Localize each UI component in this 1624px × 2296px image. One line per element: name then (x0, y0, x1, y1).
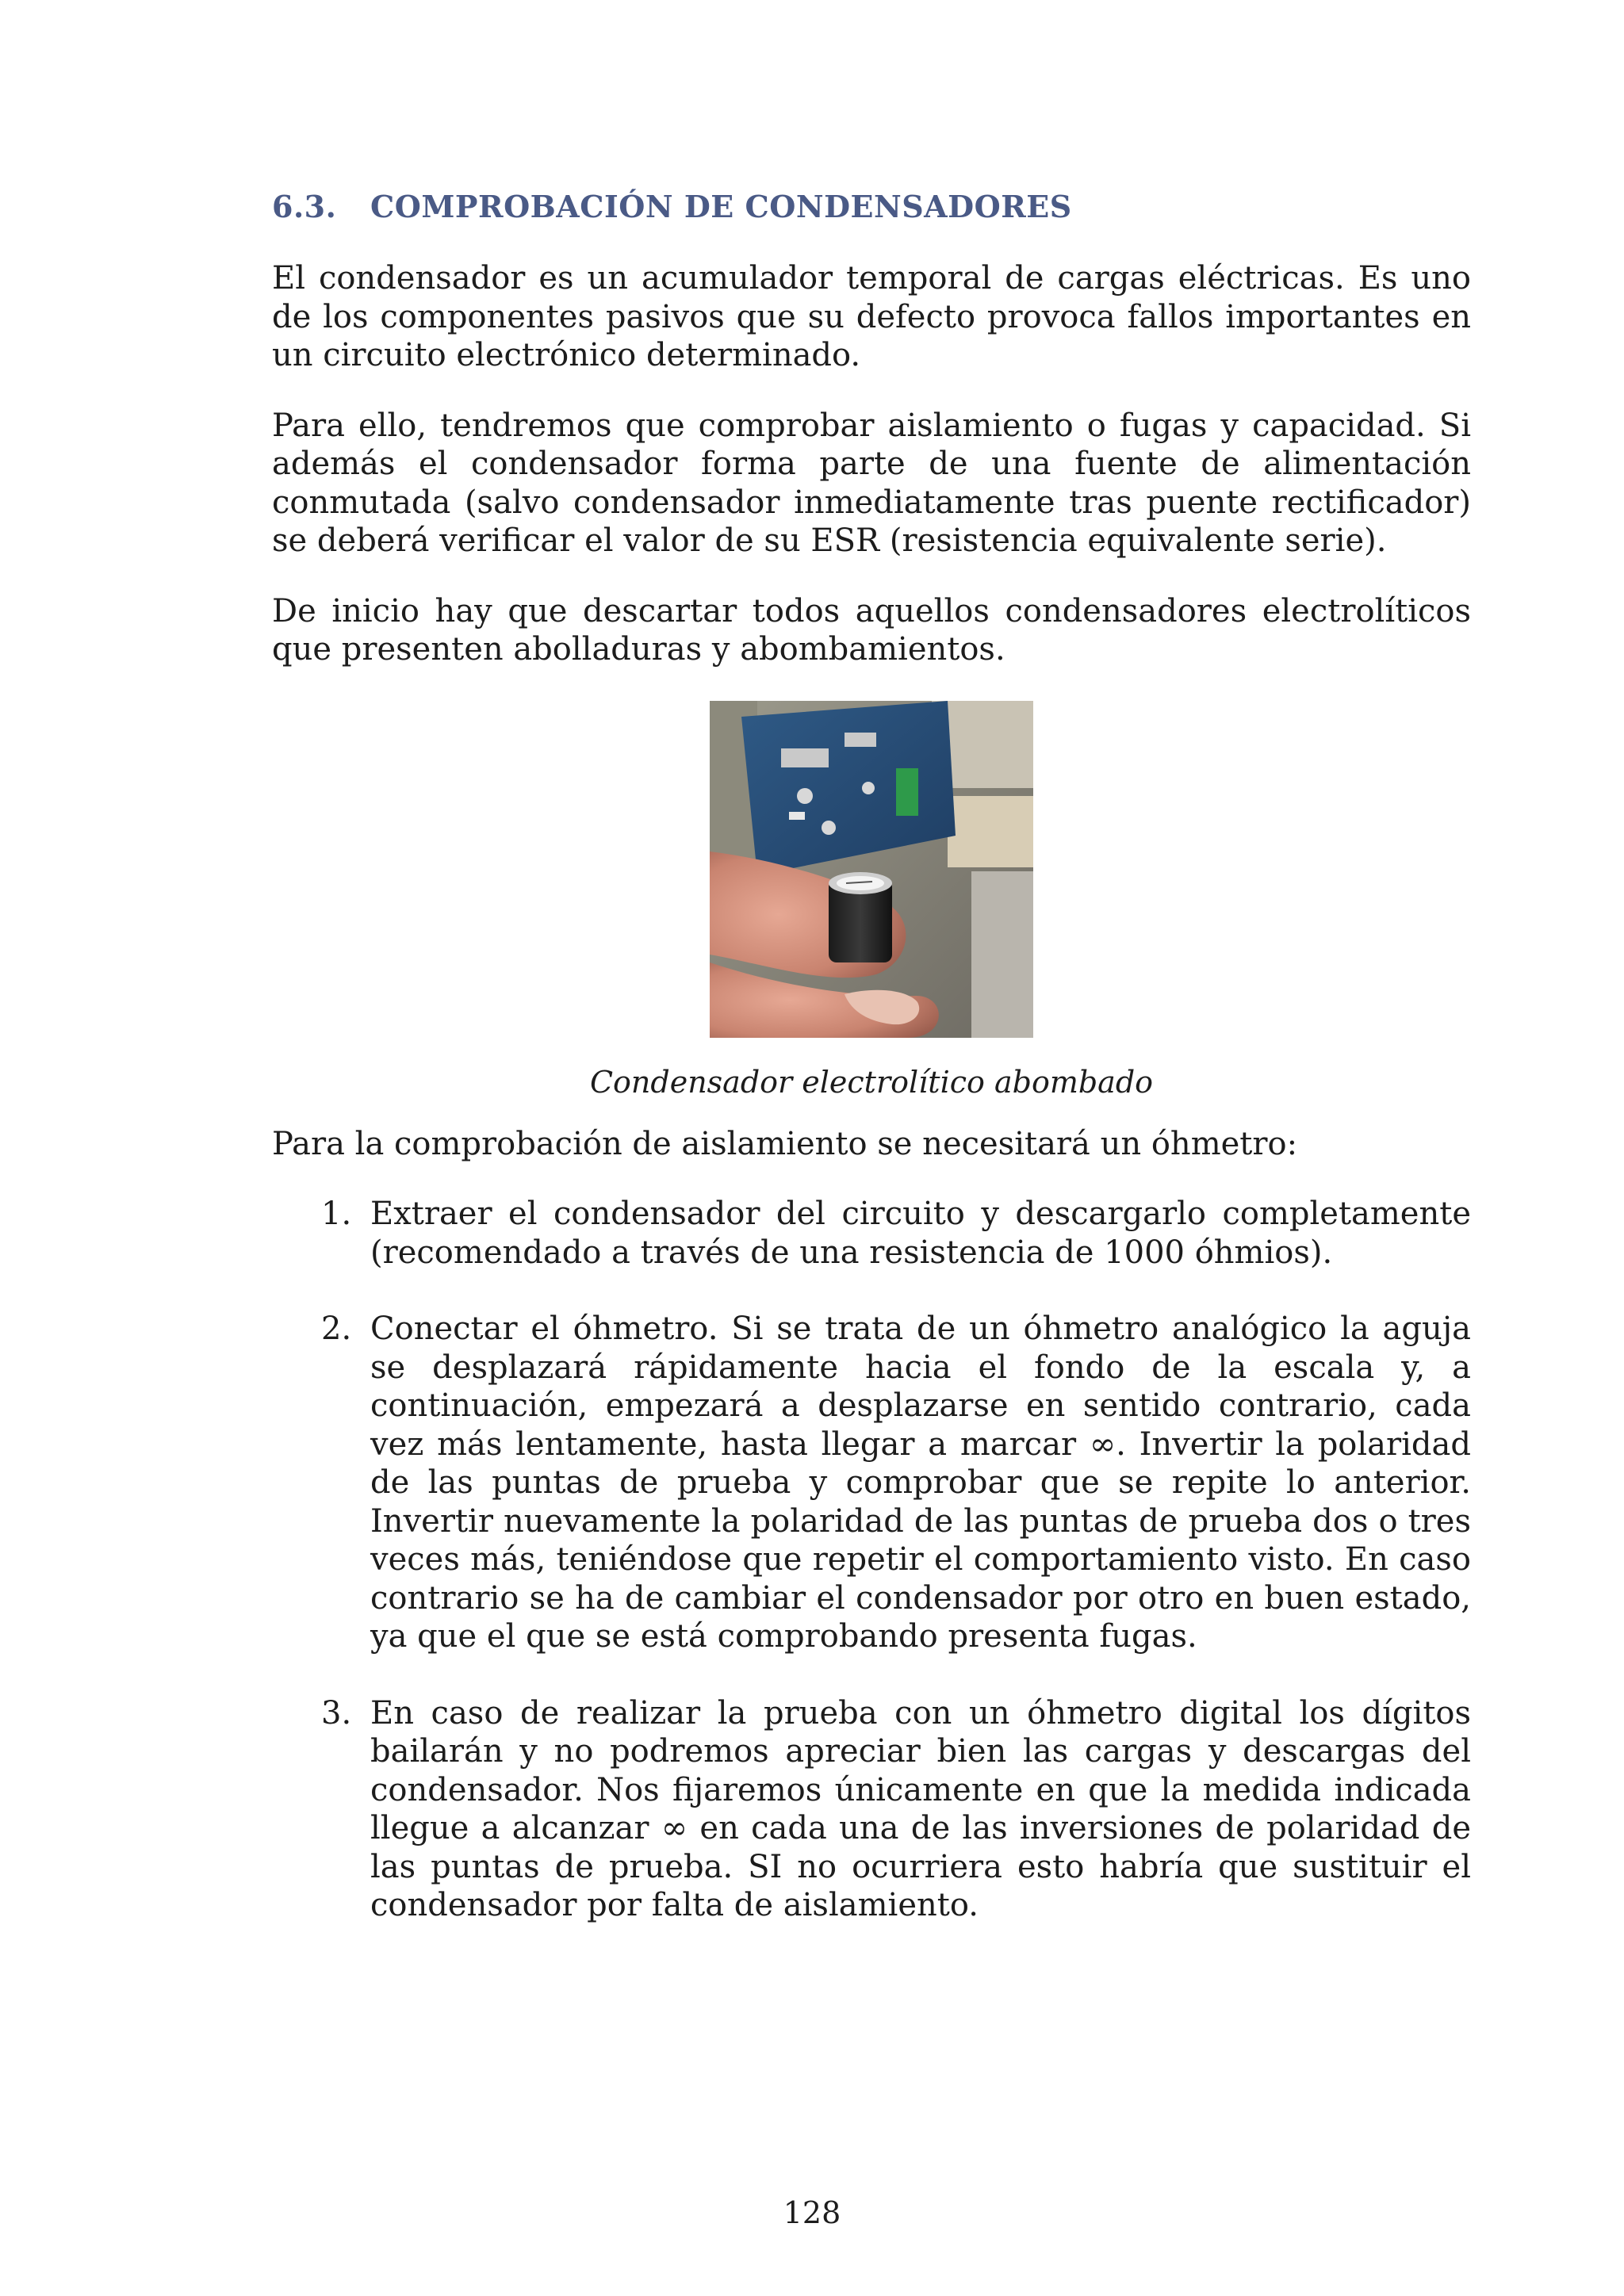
step-number: 3. (321, 1694, 352, 1732)
figure-caption: Condensador electrolítico abombado (589, 1064, 1154, 1100)
paragraph-ohmmeter: Para la comprobación de aislamiento se necesitará un óhmetro: (272, 1125, 1298, 1162)
step-item (272, 1694, 1471, 1925)
figure (272, 701, 1471, 1101)
step-number: 1. (321, 1196, 352, 1232)
step-text: Conectar el óhmetro. Si se trata de un óhmetro analógico la aguja se desplazará rápidamente hacia el fondo de la escala y, a continuación, empezará a desplazarse en sentido contrario, cada vez más lentamente, hasta llegar a marcar ∞. Invertir la polaridad de las puntas de prueba y comprobar que se repite lo anterior. Invertir nuevamente la polaridad de las puntas de prueba dos o tres veces más, teniéndose que repetir el comportamiento visto. En caso contrario se ha de cambiar el condensador por otro en buen estado, ya que el que se está comprobando presenta fugas. (370, 1311, 1471, 1655)
procedure-steps (272, 1195, 1471, 1925)
step-item (272, 1310, 1471, 1656)
step-item (272, 1195, 1471, 1272)
paragraph-checks: Para ello, tendremos que comprobar aislamiento o fugas y capacidad. Si además el condensador forma parte de una fuente de alimentación conmutada (salvo condensador inmediatamente tras puente rectificador) se deberá verificar el valor de su ESR (resistencia equivalente serie). (272, 407, 1471, 559)
section-number: 6.3. (272, 189, 337, 224)
capacitor-photo (710, 701, 1033, 1038)
step-text: Extraer el condensador del circuito y descargarlo completamente (recomendado a través de una resistencia de 1000 óhmios). (370, 1196, 1471, 1271)
step-text: En caso de realizar la prueba con un óhmetro digital los dígitos bailarán y no podremos apreciar bien las cargas y descargas del condensador. Nos fijaremos únicamente en que la medida indicada llegue a alcanzar ∞ en cada una de las inversiones de polaridad de las puntas de prueba. SI no ocurriera esto habría que sustituir el condensador por falta de aislamiento. (370, 1694, 1471, 1923)
step-number: 2. (321, 1311, 352, 1347)
page-number: 128 (783, 2195, 841, 2230)
section-heading (272, 189, 1471, 224)
page-content (272, 189, 1471, 1963)
paragraph-intro: El condensador es un acumulador temporal de cargas eléctricas. Es uno de los componentes pasivos que su defecto provoca fallos importantes en un circuito electrónico determinado. (272, 260, 1471, 373)
paragraph-discard: De inicio hay que descartar todos aquellos condensadores electrolíticos que presenten abolladuras y abombamientos. (272, 592, 1471, 668)
section-title: COMPROBACIÓN DE CONDENSADORES (370, 189, 1072, 224)
